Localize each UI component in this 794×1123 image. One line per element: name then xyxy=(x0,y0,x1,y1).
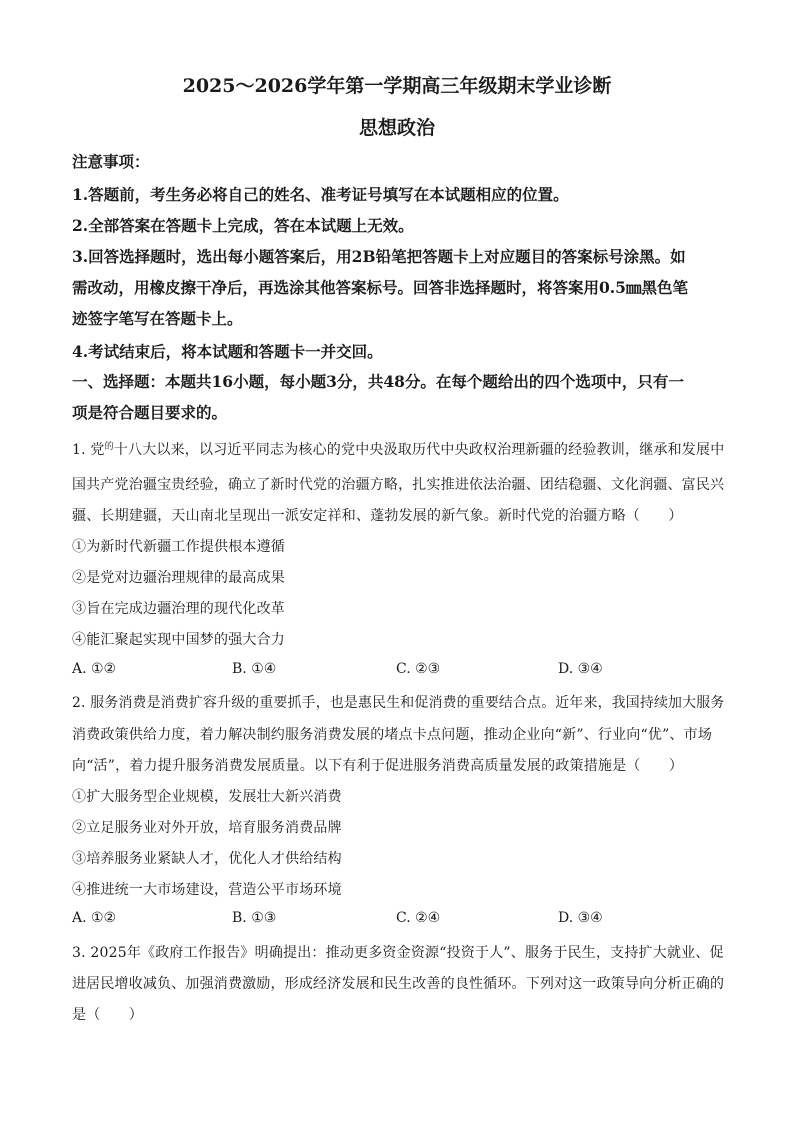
statement-item: ③培养服务业紧缺人才，优化人才供给结构 xyxy=(72,851,342,867)
option-a[interactable]: A. ①② xyxy=(72,910,117,926)
question-number: 1. 党 xyxy=(72,442,105,458)
question-2-stem: 2. 服务消费是消费扩容升级的重要抓手，也是惠民生和促消费的重要结合点。近年来，我国持续加大服务 xyxy=(72,695,725,711)
question-2-stem: 消费政策供给力度，着力解决制约服务消费发展的堵点卡点问题，推动企业向“新”、行业向“优”、市场 xyxy=(72,727,713,743)
statement-item: ③旨在完成边疆治理的现代化改革 xyxy=(72,601,285,617)
notice-item: 3.回答选择题时，选出每小题答案后，用2B铅笔把答题卡上对应题目的答案标号涂黑。如 xyxy=(72,247,686,266)
statement-item: ②立足服务业对外开放，培育服务消费品牌 xyxy=(72,820,342,836)
option-b[interactable]: B. ①③ xyxy=(232,910,277,926)
option-a[interactable]: A. ①② xyxy=(72,661,117,677)
page-title: 2025～2026学年第一学期高三年级期末学业诊断 xyxy=(182,75,612,97)
option-d[interactable]: D. ③④ xyxy=(558,910,603,926)
stem-text: 十八大以来，以习近平同志为核心的党中央汲取历代中央政权治理新疆的经验教训，继承和发展中 xyxy=(113,442,725,458)
question-1-stem xyxy=(72,439,725,459)
option-d[interactable]: D. ③④ xyxy=(558,661,603,677)
question-2-stem: 向“活”，着力提升服务消费发展质量。以下有利于促进服务消费高质量发展的政策措施是（ ） xyxy=(72,758,684,774)
notice-item: 2.全部答案在答题卡上完成，答在本试题上无效。 xyxy=(72,216,414,235)
statement-item: ①为新时代新疆工作提供根本遵循 xyxy=(72,539,285,555)
notice-item: 4.考试结束后，将本试题和答题卡一并交回。 xyxy=(72,342,383,361)
option-c[interactable]: C. ②④ xyxy=(396,910,441,926)
option-b[interactable]: B. ①④ xyxy=(232,661,277,677)
statement-item: ②是党对边疆治理规律的最高成果 xyxy=(72,570,285,586)
question-3-stem: 3. 2025年《政府工作报告》明确提出：推动更多资金资源“投资于人”、服务于民生，支持扩大就业、促 xyxy=(72,945,724,961)
statement-item: ④能汇聚起实现中国梦的强大合力 xyxy=(72,632,285,648)
question-3-stem: 是（ ） xyxy=(72,1007,143,1023)
section-heading: 项是符合题目要求的。 xyxy=(72,403,228,422)
notice-item: 迹签字笔写在答题卡上。 xyxy=(72,309,243,328)
notice-item: 1.答题前，考生务必将自己的姓名、准考证号填写在本试题相应的位置。 xyxy=(72,185,569,204)
section-heading: 一、选择题：本题共16小题，每小题3分，共48分。在每个题给出的四个选项中，只有一 xyxy=(72,372,684,391)
notice-heading: 注意事项： xyxy=(72,152,150,171)
statement-item: ①扩大服务型企业规模，发展壮大新兴消费 xyxy=(72,789,342,805)
option-c[interactable]: C. ②③ xyxy=(396,661,441,677)
page-subtitle: 思想政治 xyxy=(358,117,435,139)
question-3-stem: 进居民增收减负、加强消费激励，形成经济发展和民生改善的良性循环。下列对这一政策导向分析正确的 xyxy=(72,976,725,992)
question-1-stem: 国共产党治疆宝贵经验，确立了新时代党的治疆方略，扎实推进依法治疆、团结稳疆、文化润疆、富民兴 xyxy=(72,477,725,493)
statement-item: ④推进统一大市场建设，营造公平市场环境 xyxy=(72,882,342,898)
superscript-char: 的 xyxy=(104,442,114,452)
question-1-stem: 疆、长期建疆，天山南北呈现出一派安定祥和、蓬勃发展的新气象。新时代党的治疆方略（ ） xyxy=(72,508,683,524)
notice-item: 需改动，用橡皮擦干净后，再选涂其他答案标号。回答非选择题时，将答案用0.5㎜黑色笔 xyxy=(72,278,688,297)
